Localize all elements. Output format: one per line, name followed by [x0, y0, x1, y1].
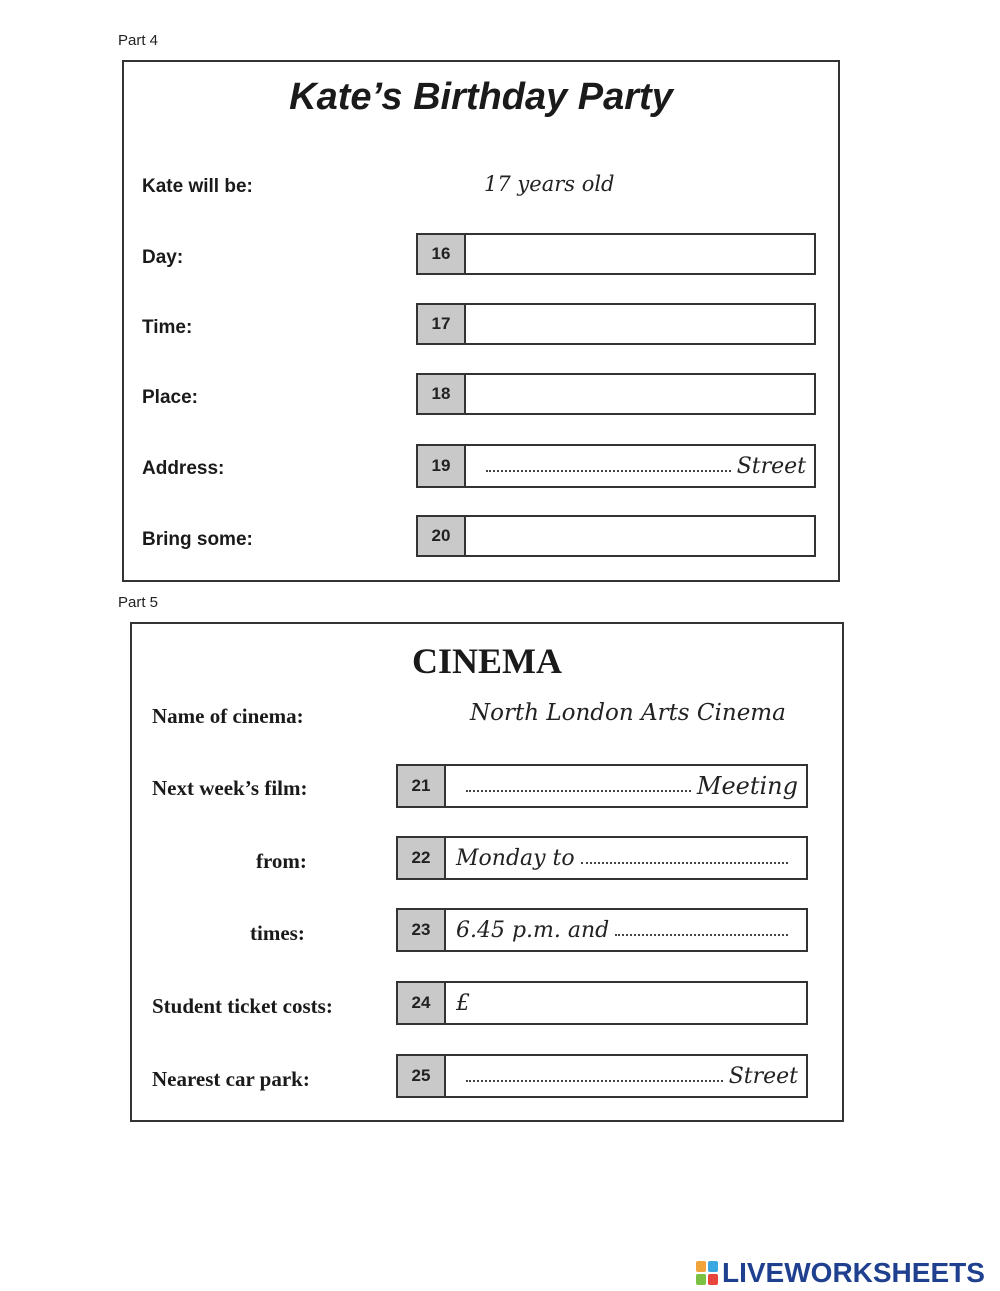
part5-label: Part 5 — [118, 594, 159, 611]
question-number-24: 24 — [398, 983, 446, 1023]
times-answer-input[interactable] — [794, 918, 798, 943]
dotted-line — [486, 470, 731, 472]
place-label: Place: — [142, 387, 198, 408]
question-number-25: 25 — [398, 1056, 446, 1096]
ticket-cost-label: Student ticket costs: — [152, 994, 333, 1018]
time-field — [416, 303, 816, 345]
car-park-label: Nearest car park: — [152, 1067, 310, 1091]
question-number-19: 19 — [418, 446, 466, 486]
time-label: Time: — [142, 317, 193, 338]
next-film-answer-area — [446, 766, 806, 806]
liveworksheets-logo-text: LIVEWORKSHEETS — [722, 1257, 985, 1288]
address-label: Address: — [142, 458, 225, 479]
place-answer-input[interactable] — [466, 375, 814, 413]
liveworksheets-logo — [696, 1257, 985, 1289]
times-label: times: — [250, 921, 305, 945]
ticket-cost-field — [396, 981, 808, 1025]
next-film-answer-input[interactable] — [456, 774, 460, 799]
dotted-line — [615, 934, 788, 936]
times-answer-area — [446, 910, 806, 950]
times-field — [396, 908, 808, 952]
cinema-card — [130, 622, 844, 1122]
time-answer-input[interactable] — [466, 305, 814, 343]
question-number-23: 23 — [398, 910, 446, 950]
bring-some-answer-input[interactable] — [466, 517, 814, 555]
bring-some-field — [416, 515, 816, 557]
from-prefix: Monday to — [456, 845, 575, 871]
dotted-line — [466, 1080, 723, 1082]
birthday-party-title: Kate’s Birthday Party — [289, 76, 673, 118]
cinema-title: CINEMA — [412, 641, 562, 681]
dotted-line — [581, 862, 788, 864]
from-answer-input[interactable] — [794, 846, 798, 871]
question-number-18: 18 — [418, 375, 466, 413]
cinema-name-label: Name of cinema: — [152, 704, 304, 728]
from-label: from: — [256, 849, 307, 873]
day-label: Day: — [142, 247, 184, 268]
question-number-20: 20 — [418, 517, 466, 555]
address-suffix: Street — [736, 453, 806, 479]
birthday-party-card — [122, 60, 840, 582]
day-field — [416, 233, 816, 275]
part4-label: Part 4 — [118, 32, 159, 49]
address-field — [416, 444, 816, 488]
question-number-16: 16 — [418, 235, 466, 273]
pound-sign: £ — [456, 990, 470, 1016]
times-prefix: 6.45 p.m. and — [456, 917, 610, 943]
age-label: Kate will be: — [142, 176, 253, 197]
bring-some-label: Bring some: — [142, 529, 253, 550]
car-park-answer-area — [446, 1056, 806, 1096]
from-field — [396, 836, 808, 880]
day-answer-input[interactable] — [466, 235, 814, 273]
ticket-cost-answer-area — [446, 983, 806, 1023]
age-value: 17 years old — [484, 172, 615, 196]
address-answer-input[interactable] — [476, 454, 480, 479]
car-park-suffix: Street — [728, 1063, 798, 1089]
question-number-17: 17 — [418, 305, 466, 343]
cinema-name-value: North London Arts Cinema — [470, 700, 786, 726]
next-film-field — [396, 764, 808, 808]
car-park-answer-input[interactable] — [456, 1064, 460, 1089]
car-park-field — [396, 1054, 808, 1098]
place-field — [416, 373, 816, 415]
address-answer-area — [466, 446, 814, 486]
liveworksheets-logo-icon — [696, 1261, 718, 1285]
next-film-label: Next week’s film: — [152, 776, 308, 800]
from-answer-area — [446, 838, 806, 878]
next-film-suffix: Meeting — [696, 772, 798, 800]
dotted-line — [466, 790, 691, 792]
question-number-22: 22 — [398, 838, 446, 878]
question-number-21: 21 — [398, 766, 446, 806]
ticket-cost-answer-input[interactable] — [478, 991, 796, 1016]
